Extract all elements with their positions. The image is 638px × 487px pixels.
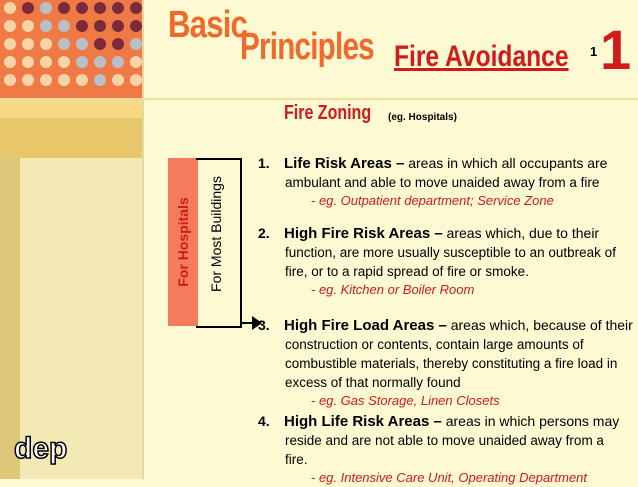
dot-icon <box>4 56 16 68</box>
item-lead: areas which, because of their <box>446 317 633 333</box>
dot-icon <box>76 56 88 68</box>
dot-icon <box>94 38 106 50</box>
decorative-dots <box>4 2 154 98</box>
list-item <box>258 154 634 210</box>
dot-icon <box>22 74 34 86</box>
dot-icon <box>58 2 70 14</box>
dot-icon <box>40 20 52 32</box>
item-line: excess of that normally found <box>285 375 461 390</box>
dot-icon <box>4 2 16 14</box>
list-item <box>258 316 634 410</box>
item-number: 2. <box>258 225 270 241</box>
dot-icon <box>22 20 34 32</box>
list-item <box>258 412 634 487</box>
item-number: 3. <box>258 317 270 333</box>
dot-icon <box>94 2 106 14</box>
item-name: High Life Risk Areas – <box>284 413 442 430</box>
dot-icon <box>58 56 70 68</box>
title-superscript: 1 <box>590 44 598 59</box>
title-basic: Basic <box>168 4 248 46</box>
dot-icon <box>58 74 70 86</box>
dot-icon <box>112 20 124 32</box>
logo-text: dep <box>14 432 68 465</box>
item-line: reside and are not able to move unaided away from a <box>285 433 604 448</box>
item-lead: areas in which all occupants are <box>404 155 608 171</box>
item-line: combustible materials, thereby constituting a fire load in <box>285 356 618 371</box>
item-lead: areas which, due to their <box>442 225 600 241</box>
dot-icon <box>22 2 34 14</box>
dot-icon <box>40 74 52 86</box>
slide-number: 1 <box>600 18 632 81</box>
dot-icon <box>112 38 124 50</box>
dot-icon <box>40 2 52 14</box>
item-example: - eg. Gas Storage, Linen Closets <box>311 393 500 408</box>
mid-band <box>0 118 142 158</box>
dot-icon <box>112 2 124 14</box>
dot-icon <box>76 2 88 14</box>
dot-icon <box>76 20 88 32</box>
dot-icon <box>130 38 142 50</box>
item-lead: areas in which persons may <box>441 413 620 429</box>
dot-icon <box>94 74 106 86</box>
subtitle-fire-zoning: Fire Zoning <box>284 102 372 124</box>
dot-icon <box>22 38 34 50</box>
title-principles: Principles <box>240 26 374 68</box>
dot-icon <box>40 38 52 50</box>
item-example: - eg. Kitchen or Boiler Room <box>311 282 475 297</box>
label-for-most-buildings: For Most Buildings <box>208 176 224 292</box>
dot-icon <box>4 74 16 86</box>
item-line: ambulant and able to move unaided away from a fire <box>285 175 600 190</box>
dot-icon <box>94 56 106 68</box>
label-for-hospitals: For Hospitals <box>175 197 191 287</box>
item-example: - eg. Intensive Care Unit, Operating Department <box>311 470 588 485</box>
dot-icon <box>94 20 106 32</box>
dot-icon <box>112 56 124 68</box>
item-number: 1. <box>258 155 270 171</box>
item-line: function, are more usually susceptible to an outbreak of <box>285 245 616 260</box>
item-number: 4. <box>258 413 270 429</box>
dot-icon <box>58 20 70 32</box>
dot-icon <box>130 56 142 68</box>
dot-icon <box>4 20 16 32</box>
subtitle-example: (eg. Hospitals) <box>388 112 457 123</box>
item-name: Life Risk Areas – <box>284 155 405 172</box>
top-yellow-band <box>0 98 142 118</box>
dot-icon <box>40 56 52 68</box>
item-name: High Fire Load Areas – <box>284 317 447 334</box>
dot-icon <box>130 74 142 86</box>
list-item <box>258 224 634 299</box>
horizontal-divider <box>0 98 638 100</box>
dot-icon <box>130 2 142 14</box>
item-line: construction or contents, contain large amounts of <box>285 337 584 352</box>
dot-icon <box>112 74 124 86</box>
dep-logo <box>12 428 72 468</box>
item-name: High Fire Risk Areas – <box>284 225 443 242</box>
dot-icon <box>4 38 16 50</box>
item-example: - eg. Outpatient department; Service Zone <box>311 193 554 208</box>
dot-icon <box>76 38 88 50</box>
title-fire-avoidance: Fire Avoidance <box>394 40 569 73</box>
dot-icon <box>58 38 70 50</box>
dot-icon <box>130 20 142 32</box>
item-line: fire. <box>285 452 308 467</box>
item-line: fire, or to a rapid spread of fire or smoke. <box>285 264 529 279</box>
dot-icon <box>22 56 34 68</box>
dot-icon <box>76 74 88 86</box>
